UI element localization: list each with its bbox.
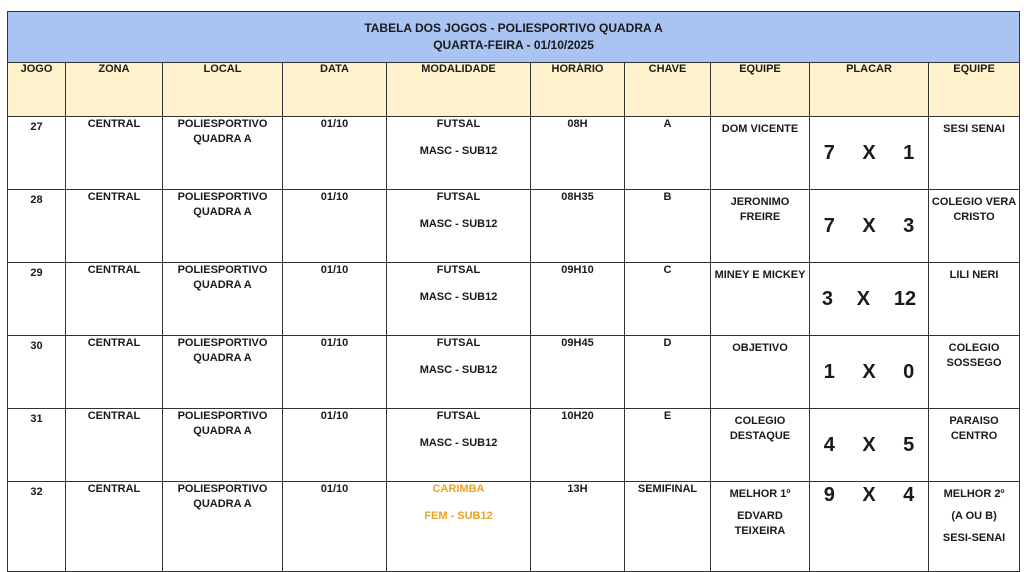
- team1-line-2: DESTAQUE: [729, 430, 791, 442]
- cell-zona: CENTRAL: [66, 263, 163, 336]
- team2-line-2: CENTRO: [950, 430, 998, 442]
- score-separator: X: [862, 141, 876, 164]
- cell-local: [163, 263, 283, 336]
- cell-jogo: 27: [8, 117, 66, 190]
- score-away: 4: [903, 484, 915, 506]
- header-modalidade: MODALIDADE: [387, 63, 531, 117]
- cell-modalidade: [387, 117, 531, 190]
- cell-horario: 10H20: [531, 409, 625, 482]
- cell-equipe-1: [711, 263, 810, 336]
- modalidade-category: MASC - SUB12: [419, 364, 498, 376]
- modalidade-sport: FUTSAL: [436, 191, 481, 203]
- cell-zona: CENTRAL: [66, 482, 163, 572]
- cell-data: 01/10: [283, 263, 387, 336]
- local-line-1: POLIESPORTIVO: [177, 483, 268, 495]
- team2-line-1: SESI SENAI: [943, 123, 1005, 135]
- local-line-1: POLIESPORTIVO: [177, 264, 268, 276]
- team2-line-2: (A OU B): [951, 510, 997, 522]
- table-row: [8, 409, 1020, 482]
- team2-line-1: COLEGIO VERA: [931, 196, 1017, 208]
- cell-placar: [810, 409, 929, 482]
- cell-horario: 08H: [531, 117, 625, 190]
- score-separator: X: [862, 360, 876, 383]
- local-line-2: QUADRA A: [193, 498, 252, 510]
- score-separator: X: [862, 214, 876, 237]
- cell-chave: E: [625, 409, 711, 482]
- table-row: [8, 336, 1020, 409]
- schedule-table: [7, 11, 1020, 572]
- cell-horario: 13H: [531, 482, 625, 572]
- score-away: 3: [903, 214, 915, 237]
- cell-horario: 09H10: [531, 263, 625, 336]
- cell-equipe-1: [711, 409, 810, 482]
- cell-local: [163, 336, 283, 409]
- table-row: [8, 482, 1020, 572]
- score-away: 1: [903, 141, 915, 164]
- cell-horario: 09H45: [531, 336, 625, 409]
- cell-jogo: 32: [8, 482, 66, 572]
- modalidade-category: MASC - SUB12: [419, 145, 498, 157]
- cell-equipe-2: [929, 117, 1020, 190]
- team1-line-1: JERONIMO: [730, 196, 790, 208]
- score-home: 7: [823, 214, 835, 237]
- header-data: DATA: [283, 63, 387, 117]
- team1-line-1: OBJETIVO: [732, 342, 788, 354]
- cell-equipe-2: [929, 336, 1020, 409]
- team2-line-2: CRISTO: [953, 211, 995, 223]
- cell-zona: CENTRAL: [66, 336, 163, 409]
- team1-line-2: FREIRE: [739, 211, 781, 223]
- score-away: 5: [903, 433, 915, 456]
- page-subtitle: QUARTA-FEIRA - 01/10/2025: [433, 38, 594, 52]
- cell-modalidade: [387, 336, 531, 409]
- local-line-2: QUADRA A: [193, 352, 252, 364]
- cell-data: 01/10: [283, 336, 387, 409]
- table-row: [8, 117, 1020, 190]
- page-title: TABELA DOS JOGOS - POLIESPORTIVO QUADRA A: [364, 21, 663, 35]
- cell-local: [163, 482, 283, 572]
- score-home: 1: [823, 360, 835, 383]
- local-line-1: POLIESPORTIVO: [177, 191, 268, 203]
- cell-horario: 08H35: [531, 190, 625, 263]
- score-home: 9: [823, 484, 835, 506]
- cell-equipe-1: [711, 117, 810, 190]
- cell-local: [163, 409, 283, 482]
- team1-line-2: EDVARD: [737, 510, 783, 522]
- cell-placar: [810, 117, 929, 190]
- score-separator: X: [862, 433, 876, 456]
- header-local: LOCAL: [163, 63, 283, 117]
- team2-line-1: COLEGIO: [948, 342, 1000, 354]
- cell-equipe-2: [929, 190, 1020, 263]
- team1-line-1: COLEGIO: [734, 415, 786, 427]
- table-row: [8, 190, 1020, 263]
- cell-chave: C: [625, 263, 711, 336]
- cell-equipe-2: [929, 409, 1020, 482]
- cell-chave: B: [625, 190, 711, 263]
- title-banner: [8, 12, 1020, 63]
- local-line-1: POLIESPORTIVO: [177, 337, 268, 349]
- team2-line-1: MELHOR 2º: [943, 488, 1005, 500]
- team2-line-1: LILI NERI: [949, 269, 999, 281]
- cell-zona: CENTRAL: [66, 117, 163, 190]
- header-placar: PLACAR: [810, 63, 929, 117]
- modalidade-sport: FUTSAL: [436, 264, 481, 276]
- cell-equipe-1: [711, 336, 810, 409]
- header-horario: HORÁRIO: [531, 63, 625, 117]
- team2-line-2: SOSSEGO: [946, 357, 1002, 369]
- team1-line-1: MINEY E MICKEY: [714, 269, 806, 281]
- header-row: [8, 63, 1020, 117]
- modalidade-category: MASC - SUB12: [419, 437, 498, 449]
- local-line-2: QUADRA A: [193, 279, 252, 291]
- cell-data: 01/10: [283, 117, 387, 190]
- score-home: 7: [823, 141, 835, 164]
- cell-zona: CENTRAL: [66, 190, 163, 263]
- team1-line-1: DOM VICENTE: [721, 123, 799, 135]
- cell-modalidade: [387, 482, 531, 572]
- cell-chave: SEMIFINAL: [625, 482, 711, 572]
- cell-modalidade: [387, 263, 531, 336]
- modalidade-sport: FUTSAL: [436, 410, 481, 422]
- cell-modalidade: [387, 409, 531, 482]
- team1-line-1: MELHOR 1º: [729, 488, 791, 500]
- cell-chave: D: [625, 336, 711, 409]
- cell-equipe-2: [929, 482, 1020, 572]
- cell-jogo: 28: [8, 190, 66, 263]
- cell-chave: A: [625, 117, 711, 190]
- table-row: [8, 263, 1020, 336]
- cell-equipe-2: [929, 263, 1020, 336]
- local-line-2: QUADRA A: [193, 425, 252, 437]
- cell-data: 01/10: [283, 190, 387, 263]
- cell-placar: [810, 190, 929, 263]
- score-separator: X: [856, 287, 871, 310]
- score-home: 3: [821, 287, 833, 310]
- cell-data: 01/10: [283, 482, 387, 572]
- local-line-1: POLIESPORTIVO: [177, 410, 268, 422]
- cell-modalidade: [387, 190, 531, 263]
- cell-placar: [810, 336, 929, 409]
- cell-zona: CENTRAL: [66, 409, 163, 482]
- score-away: 12: [893, 287, 917, 310]
- team1-line-3: TEIXEIRA: [734, 525, 786, 537]
- modalidade-sport: CARIMBA: [432, 483, 485, 495]
- cell-local: [163, 117, 283, 190]
- team2-line-3: SESI-SENAI: [942, 532, 1006, 544]
- cell-jogo: 31: [8, 409, 66, 482]
- header-jogo: JOGO: [8, 63, 66, 117]
- local-line-1: POLIESPORTIVO: [177, 118, 268, 130]
- header-zona: ZONA: [66, 63, 163, 117]
- local-line-2: QUADRA A: [193, 133, 252, 145]
- cell-placar: [810, 482, 929, 572]
- score-home: 4: [823, 433, 835, 456]
- header-equipe-2: EQUIPE: [929, 63, 1020, 117]
- cell-equipe-1: [711, 482, 810, 572]
- modalidade-sport: FUTSAL: [436, 118, 481, 130]
- local-line-2: QUADRA A: [193, 206, 252, 218]
- modalidade-sport: FUTSAL: [436, 337, 481, 349]
- header-chave: CHAVE: [625, 63, 711, 117]
- team2-line-1: PARAISO: [949, 415, 999, 427]
- cell-local: [163, 190, 283, 263]
- modalidade-category: FEM - SUB12: [424, 510, 493, 522]
- score-away: 0: [903, 360, 915, 383]
- cell-placar: [810, 263, 929, 336]
- modalidade-category: MASC - SUB12: [419, 218, 498, 230]
- modalidade-category: MASC - SUB12: [419, 291, 498, 303]
- cell-data: 01/10: [283, 409, 387, 482]
- cell-jogo: 29: [8, 263, 66, 336]
- header-equipe-1: EQUIPE: [711, 63, 810, 117]
- cell-jogo: 30: [8, 336, 66, 409]
- cell-equipe-1: [711, 190, 810, 263]
- score-separator: X: [862, 484, 876, 506]
